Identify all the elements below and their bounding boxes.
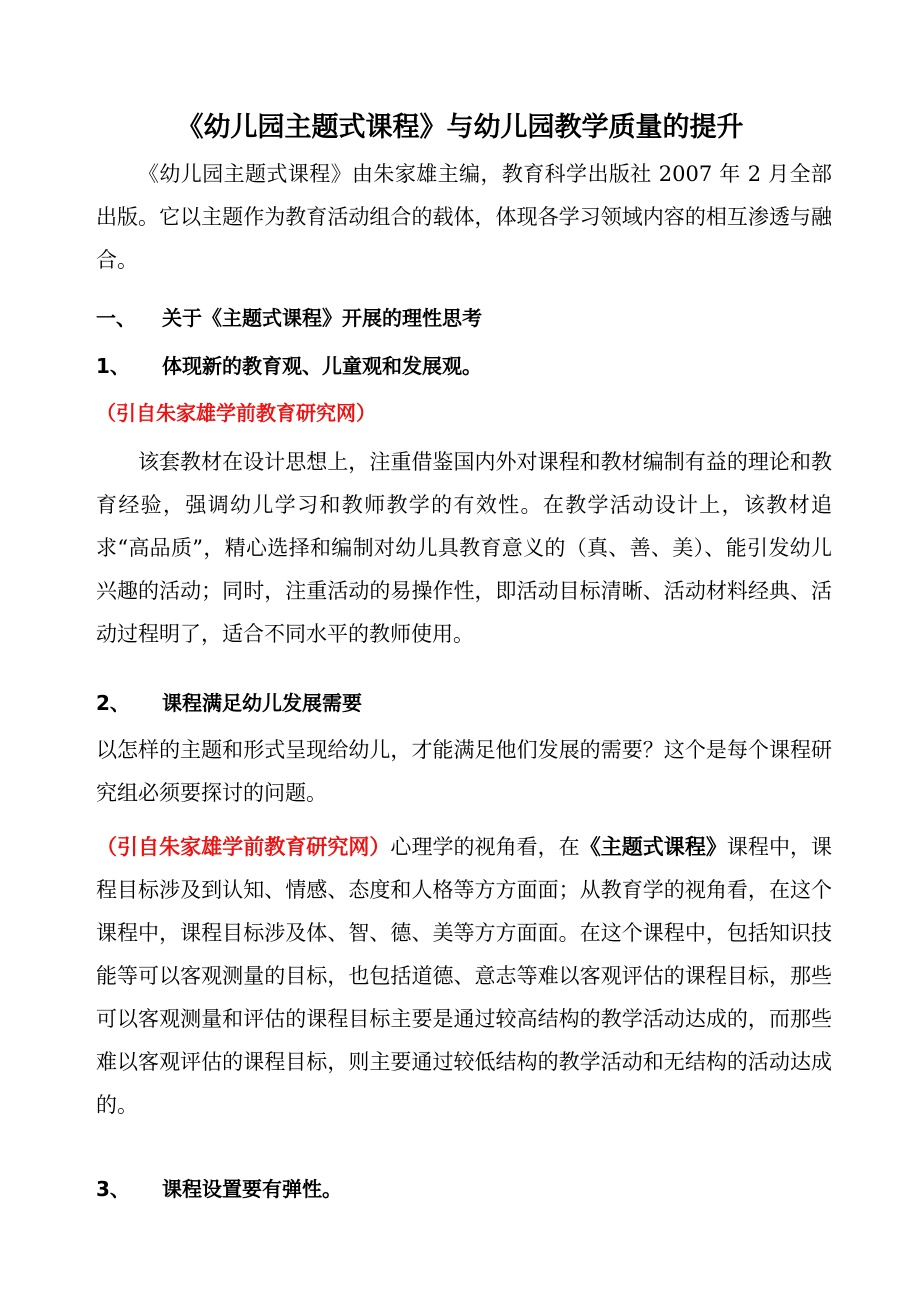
item-number: 2、 bbox=[96, 691, 130, 715]
document-title: 《幼儿园主题式课程》与幼儿园教学质量的提升 bbox=[176, 112, 744, 143]
paragraph-1: 该套教材在设计思想上，注重借鉴国内外对课程和教材编制有益的理论和教育经验，强调幼儿学习和教师教学的有效性。在教学活动设计上，该教材追求“高品质”，精心选择和编制对幼儿具教育意义的（真、善、美）、能引发幼儿兴趣的活动；同时，注重活动的易操作性，即活动目标清晰、活动材料经典、活动过程明了，适合不同水平的教师使用。 bbox=[96, 450, 832, 646]
item-title: 课程满足幼儿发展需要 bbox=[162, 691, 362, 715]
citation-inline: （引自朱家雄学前教育研究网） bbox=[96, 835, 391, 859]
item-heading-2 bbox=[96, 682, 832, 725]
paragraph-3-text-b: 课程中，课程目标涉及到认知、情感、态度和人格等方方面面；从教育学的视角看，在这个课程中，课程目标涉及体、智、德、美等方方面面。在这个课程中，包括知识技能等可以客观测量的目标，也包括道德、意志等难以客观评估的课程目标，那些可以客观测量和评估的课程目标主要是通过较高结构的教学活动达成的，而那些难以客观评估的课程目标，则主要通过较低结构的教学活动和无结构的活动达成的。 bbox=[96, 835, 833, 1117]
book-title-bold: 《主题式课程》 bbox=[579, 835, 727, 859]
item-title: 体现新的教育观、儿童观和发展观。 bbox=[162, 354, 482, 378]
section-number: 一、 bbox=[96, 306, 136, 330]
section-title: 关于《主题式课程》开展的理性思考 bbox=[162, 306, 482, 330]
citation-note: （引自朱家雄学前教育研究网） bbox=[96, 401, 376, 425]
intro-paragraph: 《幼儿园主题式课程》由朱家雄主编，教育科学出版社 2007 年 2 月全部出版。它以主题作为教育活动组合的载体，体现各学习领域内容的相互渗透与融合。 bbox=[96, 162, 832, 272]
paragraph-3 bbox=[96, 826, 832, 1127]
item-number: 3、 bbox=[96, 1177, 130, 1201]
item-heading-1 bbox=[96, 345, 832, 388]
item-heading-3 bbox=[96, 1168, 832, 1211]
paragraph-3-text-a: 心理学的视角看，在 bbox=[390, 835, 580, 859]
section-heading-1 bbox=[96, 297, 832, 340]
item-title: 课程设置要有弹性。 bbox=[162, 1177, 342, 1201]
paragraph-2: 以怎样的主题和形式呈现给幼儿，才能满足他们发展的需要？这个是每个课程研究组必须要探讨的问题。 bbox=[96, 738, 832, 805]
item-number: 1、 bbox=[96, 354, 130, 378]
